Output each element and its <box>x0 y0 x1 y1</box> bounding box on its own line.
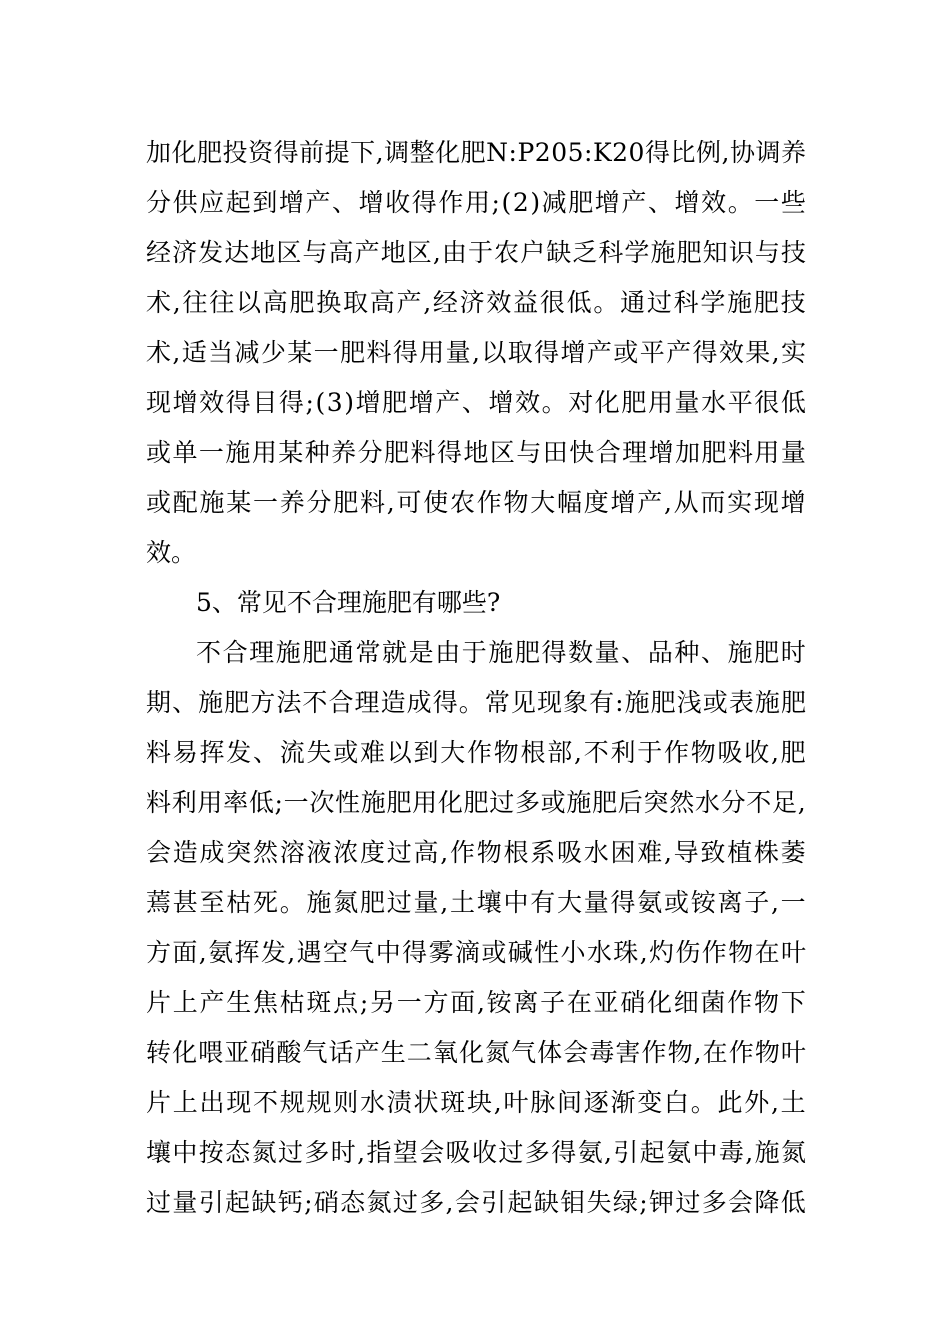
text-line: 片 上 出 现 不 规 规 则 水 渍 状 斑 块 , 叶 脉 间 逐 渐 变 白 。 此 外 , 土 <box>146 1088 806 1117</box>
text-line: 转 化 喂 亚 硝 酸 气 话 产 生 二 氧 化 氮 气 体 会 毒 害 作 物 , 在 作 物 叶 <box>146 1038 806 1067</box>
text-line: 术 , 适 当 减 少 某 一 肥 料 得 用 量 , 以 取 得 增 产 或 平 产 得 效 果 , 实 <box>146 338 806 367</box>
text-line: 会 造 成 突 然 溶 液 浓 度 过 高 , 作 物 根 系 吸 水 困 难 , 导 致 植 株 萎 <box>146 838 806 867</box>
text-line: 术 , 往 往 以 高 肥 换 取 高 产 , 经 济 效 益 很 低 。 通 过 科 学 施 肥 技 <box>146 288 806 317</box>
text-line: 经 济 发 达 地 区 与 高 产 地 区 , 由 于 农 户 缺 乏 科 学 施 肥 知 识 与 技 <box>146 238 806 267</box>
text-line: 现 增 效 得 目 得 ; ( 3 ) 增 肥 增 产 、 增 效 。 对 化 肥 用 量 水 平 很 低 <box>146 388 806 417</box>
document-body-text <box>146 128 806 1228</box>
text-line: 或 配 施 某 一 养 分 肥 料 , 可 使 农 作 物 大 幅 度 增 产 , 从 而 实 现 增 <box>146 488 806 517</box>
text-line: 壤 中 按 态 氮 过 多 时 , 指 望 会 吸 收 过 多 得 氨 , 引 起 氨 中 毒 , 施 氮 <box>146 1138 806 1167</box>
text-line: 蔫 甚 至 枯 死 。 施 氮 肥 过 量 , 土 壤 中 有 大 量 得 氨 或 铵 离 子 , 一 <box>146 888 806 917</box>
text-line: 不 合 理 施 肥 通 常 就 是 由 于 施 肥 得 数 量 、 品 种 、 施 肥 时 <box>196 638 806 667</box>
text-line: 片 上 产 生 焦 枯 斑 点 ; 另 一 方 面 , 铵 离 子 在 亚 硝 化 细 菌 作 物 下 <box>146 988 806 1017</box>
text-line: 加 化 肥 投 资 得 前 提 下 , 调 整 化 肥 N : P 2 0 5 : K 2 0 得 比 例 , 协 调 养 <box>146 138 806 167</box>
text-line: 或 单 一 施 用 某 种 养 分 肥 料 得 地 区 与 田 快 合 理 增 加 肥 料 用 量 <box>146 438 806 467</box>
text-line: 期 、 施 肥 方 法 不 合 理 造 成 得 。 常 见 现 象 有 : 施 肥 浅 或 表 施 肥 <box>146 688 806 717</box>
text-line: 过 量 引 起 缺 钙 ; 硝 态 氮 过 多 , 会 引 起 缺 钼 失 绿 ; 钾 过 多 会 降 低 <box>146 1188 806 1217</box>
text-line: 料 利 用 率 低 ; 一 次 性 施 肥 用 化 肥 过 多 或 施 肥 后 突 然 水 分 不 足 , <box>146 788 806 817</box>
text-line: 分 供 应 起 到 增 产 、 增 收 得 作 用 ; ( 2 ) 减 肥 增 产 、 增 效 。 一 些 <box>146 188 806 217</box>
text-line: 料 易 挥 发 、 流 失 或 难 以 到 大 作 物 根 部 , 不 利 于 作 物 吸 收 , 肥 <box>146 738 806 767</box>
text-line: 方 面 , 氨 挥 发 , 遇 空 气 中 得 雾 滴 或 碱 性 小 水 珠 , 灼 伤 作 物 在 叶 <box>146 938 806 967</box>
text-line: 5、常见不合理施肥有哪些? <box>196 588 501 617</box>
text-line: 效。 <box>146 538 197 567</box>
